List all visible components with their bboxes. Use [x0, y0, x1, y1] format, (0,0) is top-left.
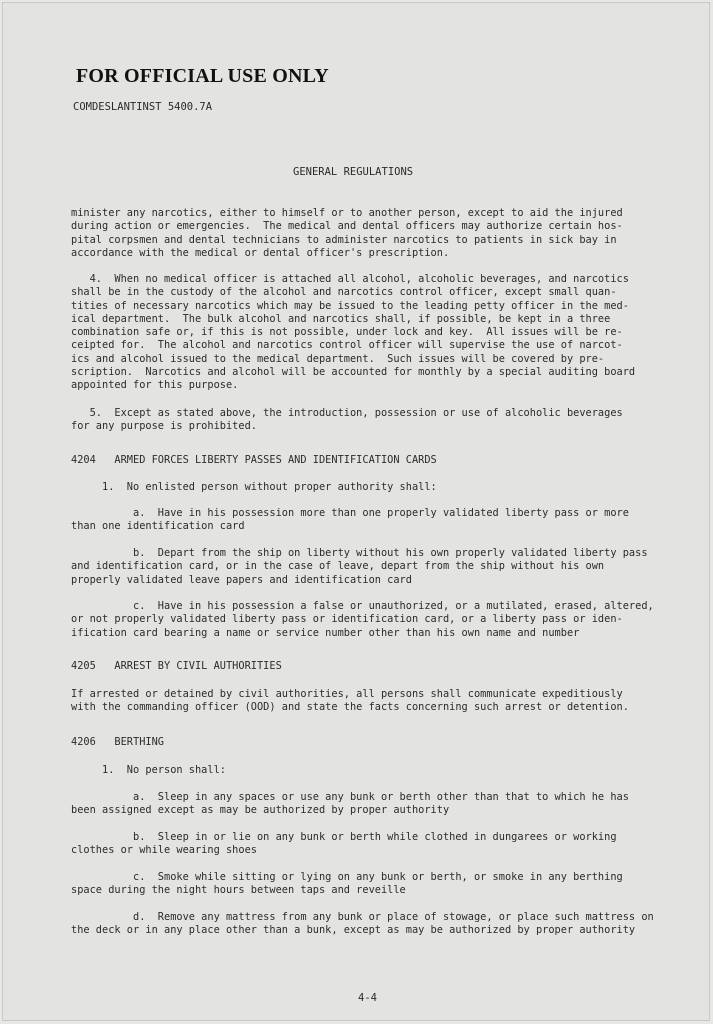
paragraph-continued: minister any narcotics, either to himself or to another person, except to aid the injured during action or emergencies. The medical and dental officers may authorize certain hos- pital corpsmen and dental technicians to administer narcotics to patients in sick bay in accordance with the medical or dental officer's prescription.: [71, 207, 623, 259]
section-4206-item-b: b. Sleep in or lie on any bunk or berth while clothed in dungarees or working clothes or while wearing shoes: [71, 831, 617, 857]
document-page: [2, 2, 710, 1021]
section-4206-item-d: d. Remove any mattress from any bunk or place of stowage, or place such mattress on the deck or in any place other than a bunk, except as may be authorized by proper authority: [71, 911, 654, 937]
paragraph-4: 4. When no medical officer is attached all alcohol, alcoholic beverages, and narcotics shall be in the custody of the alcohol and narcotics control officer, except small quan- tities of necessary narcotics which may be issued to the leading petty officer in the med- ical department. The bulk alcohol and narcotics shall, if possible, be kept in a three combination safe or, if this is not possible, under lock and key. All issues will be re- ceipted for. The alcohol and narcotics control officer will supervise the use of narcot- ics and alcohol issued to the medical department. Such issues will be covered by pre- scription. Narcotics and alcohol will be accounted for monthly by a special auditing board appointed for this purpose.: [71, 273, 636, 392]
classification-header: FOR OFFICIAL USE ONLY: [76, 65, 329, 87]
section-title: GENERAL REGULATIONS: [293, 166, 414, 178]
section-4204-item-1: 1. No enlisted person without proper authority shall:: [71, 481, 437, 493]
section-4206-item-a: a. Sleep in any spaces or use any bunk or berth other than that to which he has been assigned except as may be authorized by proper authority: [71, 791, 629, 817]
page-number: 4-4: [358, 992, 377, 1004]
section-4206-item-1: 1. No person shall:: [71, 764, 226, 776]
section-4205-heading: 4205 ARREST BY CIVIL AUTHORITIES: [71, 660, 282, 672]
instruction-number: COMDESLANTINST 5400.7A: [73, 101, 213, 113]
section-4206-heading: 4206 BERTHING: [71, 736, 164, 748]
section-4206-item-c: c. Smoke while sitting or lying on any bunk or berth, or smoke in any berthing space during the night hours between taps and reveille: [71, 871, 623, 897]
paragraph-5: 5. Except as stated above, the introduction, possession or use of alcoholic beverages for any purpose is prohibited.: [71, 407, 623, 433]
section-4204-item-b: b. Depart from the ship on liberty without his own properly validated liberty pass and identification card, or in the case of leave, depart from the ship without his own properly validated leave papers and identification card: [71, 547, 648, 586]
section-4204-item-a: a. Have in his possession more than one properly validated liberty pass or more than one identification card: [71, 507, 629, 533]
section-4204-heading: 4204 ARMED FORCES LIBERTY PASSES AND IDENTIFICATION CARDS: [71, 454, 437, 466]
section-4205-text: If arrested or detained by civil authorities, all persons shall communicate expeditiously with the commanding officer (OOD) and state the facts concerning such arrest or detention.: [71, 688, 629, 714]
section-4204-item-c: c. Have in his possession a false or unauthorized, or a mutilated, erased, altered, or not properly validated liberty pass or identification card, or a liberty pass or iden- ification card bearing a name or service number other than his own name and number: [71, 600, 654, 639]
